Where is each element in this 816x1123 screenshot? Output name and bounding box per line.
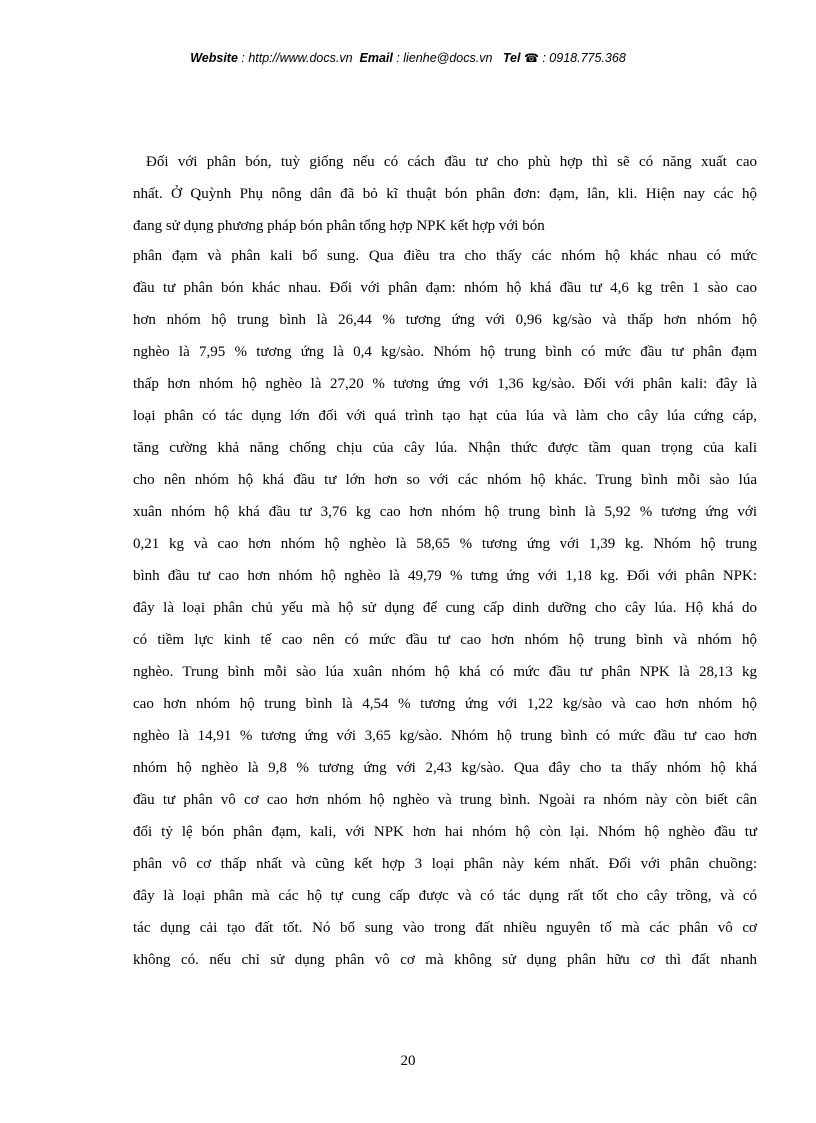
text-line: bình đầu tư cao hơn nhóm hộ nghèo là 49,79 % tưng ứng với 1,18 kg. Đối với phân NPK: xyxy=(133,568,757,584)
text-line: tăng cường khả năng chống chịu của cây lúa. Nhận thức được tầm quan trọng của kali xyxy=(133,440,757,456)
text-line: đầu tư phân vô cơ cao hơn nhóm hộ nghèo và trung bình. Ngoài ra nhóm này còn biết cân xyxy=(133,792,757,808)
page-header xyxy=(0,51,816,65)
text-line: thấp hơn nhóm hộ nghèo là 27,20 % tương ứng với 1,36 kg/sào. Đối với phân kali: đây là xyxy=(133,376,757,392)
tel-number: : 0918.775.368 xyxy=(538,51,626,65)
text-line: Đối với phân bón, tuỳ giống nếu có cách đầu tư cho phù hợp thì sẽ có năng xuất cao xyxy=(146,154,757,170)
email-separator: : xyxy=(392,51,404,65)
text-line: hơn nhóm hộ trung bình là 26,44 % tương ứng với 0,96 kg/sào và thấp hơn nhóm hộ xyxy=(133,312,757,328)
text-line: xuân nhóm hộ khá đầu tư 3,76 kg cao hơn nhóm hộ trung bình là 5,92 % tương ứng với xyxy=(133,504,757,520)
text-line: có tiềm lực kinh tế cao nên có mức đầu tư cao hơn nhóm hộ trung bình và nhóm hộ xyxy=(133,632,757,648)
text-line: nhóm hộ nghèo là 9,8 % tương ứng với 2,43 kg/sào. Qua đây cho ta thấy nhóm hộ khá xyxy=(133,760,757,776)
website-label: Website xyxy=(190,51,238,65)
text-line: không có. nếu chỉ sử dụng phân vô cơ mà không sử dụng phân hữu cơ thì đất nhanh xyxy=(133,952,757,968)
text-line: nghèo là 14,91 % tương ứng với 3,65 kg/sào. Nhóm hộ trung bình có mức đầu tư cao hơn xyxy=(133,728,757,744)
text-line: đây là loại phân chủ yếu mà hộ sử dụng để cung cấp dinh dưỡng cho cây lúa. Hộ khá do xyxy=(133,600,757,616)
text-line: loại phân có tác dụng lớn đối với quá trình tạo hạt của lúa và làm cho cây lúa cứng cáp, xyxy=(133,408,757,424)
telephone-icon: ☎ xyxy=(523,51,539,65)
text-line: 0,21 kg và cao hơn nhóm hộ nghèo là 58,65 % tương ứng với 1,39 kg. Nhóm hộ trung xyxy=(133,536,757,552)
text-line: phân vô cơ thấp nhất và cũng kết hợp 3 loại phân này kém nhất. Đối với phân chuồng: xyxy=(133,856,757,872)
text-line: đầu tư phân bón khác nhau. Đối với phân đạm: nhóm hộ khá đầu tư 4,6 kg trên 1 sào cao xyxy=(133,280,757,296)
website-url[interactable]: http://www.docs.vn xyxy=(248,51,353,65)
text-line: nghèo là 7,95 % tương ứng là 0,4 kg/sào. Nhóm hộ trung bình có mức đầu tư phân đạm xyxy=(133,344,757,360)
text-line: phân đạm và phân kali bổ sung. Qua điều tra cho thấy các nhóm hộ khác nhau có mức xyxy=(133,248,757,264)
page-number: 20 xyxy=(400,1053,416,1069)
tel-label: Tel xyxy=(502,51,521,65)
text-line: đây là loại phân mà các hộ tự cung cấp được và có tác dụng rất tốt cho cây trồng, và có xyxy=(133,888,757,904)
text-line: đang sử dụng phương pháp bón phân tổng hợp NPK kết hợp với bón xyxy=(133,218,545,234)
text-line: đối tỷ lệ bón phân đạm, kali, với NPK hơn hai nhóm hộ còn lại. Nhóm hộ nghèo đầu tư xyxy=(133,824,757,840)
text-line: tác dụng cải tạo đất tốt. Nó bổ sung vào trong đất nhiều nguyên tố mà các phân vô cơ xyxy=(133,920,757,936)
text-line: cao hơn nhóm hộ trung bình là 4,54 % tương ứng với 1,22 kg/sào và cao hơn nhóm hộ xyxy=(133,696,757,712)
website-separator: : xyxy=(237,51,249,65)
email-label: Email xyxy=(359,51,393,65)
email-address[interactable]: lienhe@docs.vn xyxy=(403,51,493,65)
body-paragraph xyxy=(133,150,757,980)
text-line: nghèo. Trung bình mỗi sào lúa xuân nhóm hộ khá có mức đầu tư phân NPK là 28,13 kg xyxy=(133,664,757,680)
text-line: nhất. Ở Quỳnh Phụ nông dân đã bỏ kĩ thuật bón phân đơn: đạm, lân, kli. Hiện nay các hộ xyxy=(133,186,757,202)
text-line: cho nên nhóm hộ khá đầu tư lớn hơn so với các nhóm hộ khác. Trung bình mỗi sào lúa xyxy=(133,472,757,488)
